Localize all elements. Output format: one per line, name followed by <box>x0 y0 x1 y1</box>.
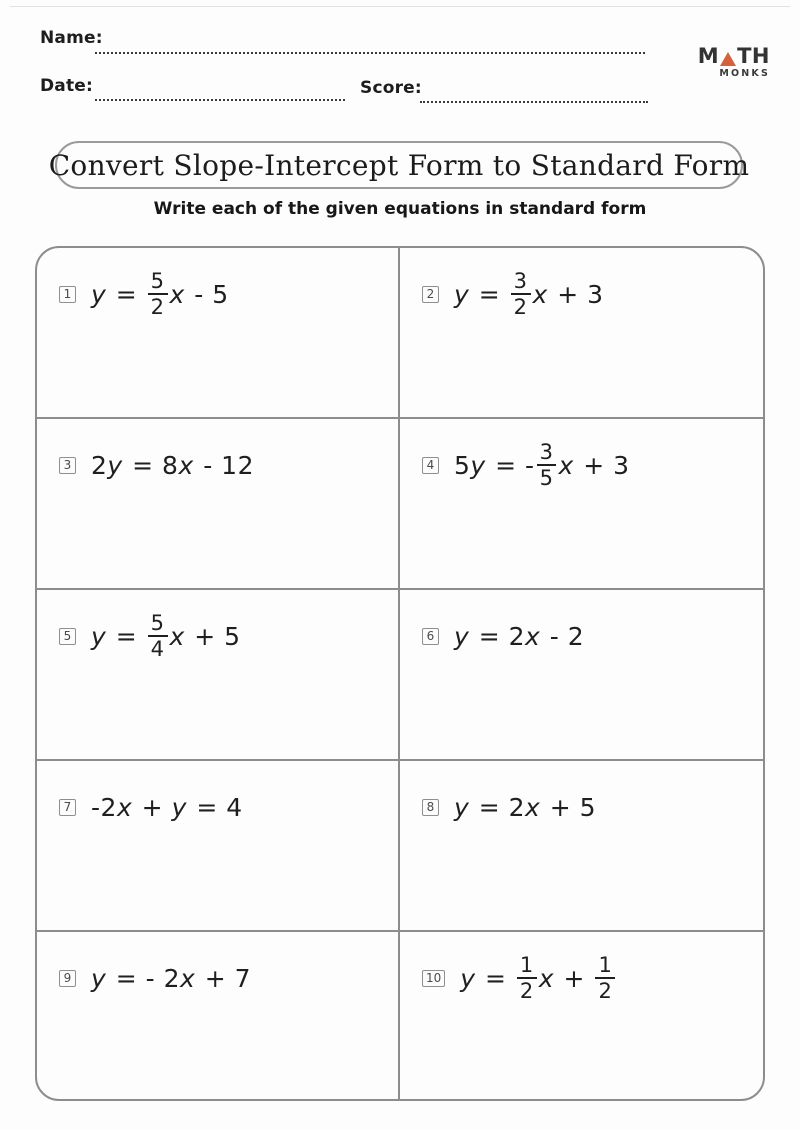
fraction: $\frac{3}{5}$ <box>537 441 557 489</box>
math-text: = <box>107 621 146 651</box>
equation <box>460 954 617 1002</box>
problem-number: 3 <box>59 457 76 474</box>
equation-row <box>59 950 386 1006</box>
math-variable: y <box>171 792 187 822</box>
problem-cell <box>37 419 400 590</box>
math-text: 5 <box>454 450 471 480</box>
math-text: = <box>470 279 509 309</box>
logo-letters-th: TH <box>737 44 770 68</box>
math-monks-logo <box>698 46 770 79</box>
problem-cell <box>37 590 400 761</box>
logo-letter-m: M <box>697 44 720 68</box>
equation-row <box>422 950 751 1006</box>
math-text: + <box>133 792 172 822</box>
math-text: = - <box>486 450 535 480</box>
problem-cell <box>37 932 400 1101</box>
fraction: $\frac{5}{2}$ <box>148 270 168 318</box>
equation-row <box>422 779 751 835</box>
math-variable: x <box>525 621 541 651</box>
problem-cell <box>400 248 763 419</box>
math-variable: x <box>532 279 548 309</box>
math-variable: y <box>107 450 123 480</box>
math-variable: x <box>116 792 133 822</box>
problem-number: 8 <box>422 799 439 816</box>
equation-row <box>422 266 751 322</box>
worksheet-instructions: Write each of the given equations in standard form <box>153 199 647 219</box>
math-text: = 8 <box>123 450 179 480</box>
problem-cell <box>400 761 763 932</box>
math-text: + 3 <box>548 279 604 309</box>
date-label: Date: <box>40 76 94 96</box>
problem-number: 7 <box>59 799 76 816</box>
math-variable: y <box>460 963 476 993</box>
fraction: $\frac{1}{2}$ <box>517 954 537 1002</box>
math-text: - 12 <box>194 450 254 480</box>
fraction: $\frac{3}{2}$ <box>511 270 531 318</box>
problem-cell <box>37 761 400 932</box>
math-text: = - 2 <box>107 963 181 993</box>
problem-number: 1 <box>59 286 76 303</box>
math-text: = 2 <box>470 621 526 651</box>
problems-grid <box>35 246 765 1101</box>
fraction: $\frac{1}{2}$ <box>595 954 615 1002</box>
equation-row <box>59 266 386 322</box>
math-variable: y <box>454 279 470 309</box>
math-variable: y <box>91 963 107 993</box>
problem-number: 2 <box>422 286 439 303</box>
score-blank-line <box>420 101 648 103</box>
problem-number: 5 <box>59 628 76 645</box>
math-text: -2 <box>91 792 117 822</box>
math-variable: x <box>178 450 194 480</box>
equation <box>91 451 254 480</box>
problem-number: 4 <box>422 457 439 474</box>
equation <box>91 964 251 993</box>
problem-number: 10 <box>422 970 445 987</box>
logo-wordmark <box>698 46 770 67</box>
math-text: + 5 <box>541 792 597 822</box>
problem-number: 6 <box>422 628 439 645</box>
math-text: + 3 <box>574 450 630 480</box>
logo-monks-text: MONKS <box>719 68 770 79</box>
equation <box>91 612 241 660</box>
equation <box>454 270 604 318</box>
math-text: 2 <box>91 450 108 480</box>
math-text: = <box>107 279 146 309</box>
date-blank-line <box>95 99 345 101</box>
name-label: Name: <box>40 28 103 48</box>
math-variable: x <box>180 963 196 993</box>
math-variable: x <box>558 450 574 480</box>
fraction: $\frac{5}{4}$ <box>148 612 168 660</box>
problem-cell <box>37 248 400 419</box>
math-variable: x <box>538 963 555 993</box>
math-variable: y <box>91 279 107 309</box>
problem-cell <box>400 932 763 1101</box>
equation-row <box>59 608 386 664</box>
math-text: + <box>555 963 594 993</box>
equation-row <box>422 608 751 664</box>
math-text: - 5 <box>185 279 229 309</box>
equation-row <box>59 437 386 493</box>
name-blank-line <box>95 52 645 54</box>
math-variable: y <box>454 621 470 651</box>
problem-number: 9 <box>59 970 76 987</box>
score-label: Score: <box>360 78 422 98</box>
equation <box>454 441 630 489</box>
math-text: = 4 <box>187 792 243 822</box>
math-variable: x <box>169 621 185 651</box>
equation <box>454 793 596 822</box>
equation-row <box>59 779 386 835</box>
math-text: = 2 <box>470 792 526 822</box>
math-text: = <box>476 963 515 993</box>
problem-cell <box>400 419 763 590</box>
page-top-rule <box>10 6 790 7</box>
worksheet-title: Convert Slope-Intercept Form to Standard Form <box>48 148 750 182</box>
math-variable: y <box>470 450 486 480</box>
triangle-icon <box>720 52 736 66</box>
problem-cell <box>400 590 763 761</box>
math-variable: y <box>454 792 470 822</box>
worksheet-title-pill <box>48 141 750 189</box>
math-text: + 5 <box>185 621 241 651</box>
math-variable: x <box>525 792 541 822</box>
math-variable: y <box>91 621 107 651</box>
equation <box>91 270 229 318</box>
math-text: + 7 <box>196 963 252 993</box>
math-variable: x <box>169 279 185 309</box>
math-text: - 2 <box>541 621 585 651</box>
equation <box>91 793 243 822</box>
equation <box>454 622 584 651</box>
equation-row <box>422 437 751 493</box>
